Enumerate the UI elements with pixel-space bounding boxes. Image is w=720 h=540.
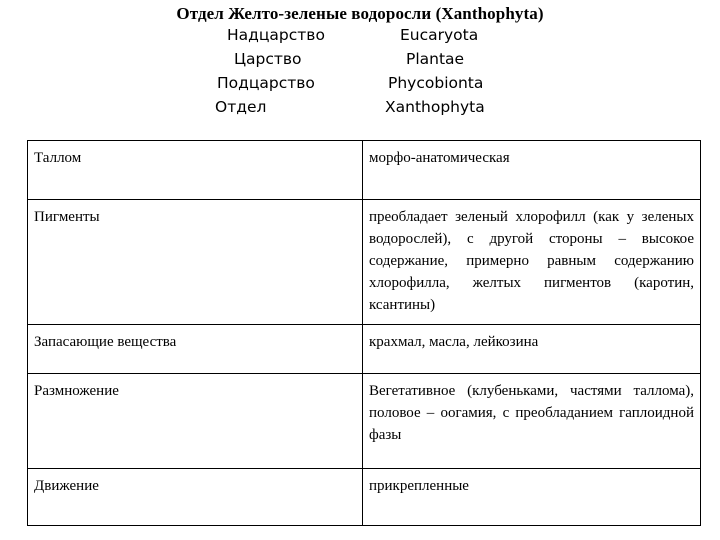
table-row: [28, 200, 701, 325]
property-name: Таллом: [28, 141, 363, 200]
taxonomy-row: [0, 50, 720, 74]
property-description: крахмал, масла, лейкозина: [363, 325, 701, 374]
taxonomy-row: [0, 74, 720, 98]
taxonomy-value: Eucaryota: [400, 26, 479, 44]
table-row: [28, 325, 701, 374]
taxonomy-rank: Подцарство: [217, 74, 315, 92]
table-row: [28, 469, 701, 526]
properties-table: [27, 140, 701, 526]
table-row: [28, 374, 701, 469]
taxonomy-value: Phycobionta: [388, 74, 484, 92]
property-name: Пигменты: [28, 200, 363, 325]
page-title: Отдел Желто-зеленые водоросли (Xanthophyta): [176, 4, 544, 23]
taxonomy-row: [0, 26, 720, 50]
table-row: [28, 141, 701, 200]
taxonomy-value: Xanthophyta: [385, 98, 485, 116]
taxonomy-rank: Отдел: [215, 98, 267, 116]
property-name: Запасающие вещества: [28, 325, 363, 374]
property-description: преобладает зеленый хлорофилл (как у зеленых водорослей), с другой стороны – высокое содержание, примерно равным содержанию хлорофилла, желтых пигментов (каротин, ксантины): [363, 200, 701, 325]
property-description: Вегетативное (клубеньками, частями таллома), половое – оогамия, с преобладанием гаплоидной фазы: [363, 374, 701, 469]
taxonomy-row: [0, 98, 720, 122]
property-description: морфо-анатомическая: [363, 141, 701, 200]
taxonomy-rank: Царство: [234, 50, 302, 68]
property-name: Движение: [28, 469, 363, 526]
taxonomy-value: Plantae: [406, 50, 465, 68]
property-description: прикрепленные: [363, 469, 701, 526]
taxonomy-block: [0, 26, 720, 122]
property-name: Размножение: [28, 374, 363, 469]
taxonomy-rank: Надцарство: [227, 26, 325, 44]
